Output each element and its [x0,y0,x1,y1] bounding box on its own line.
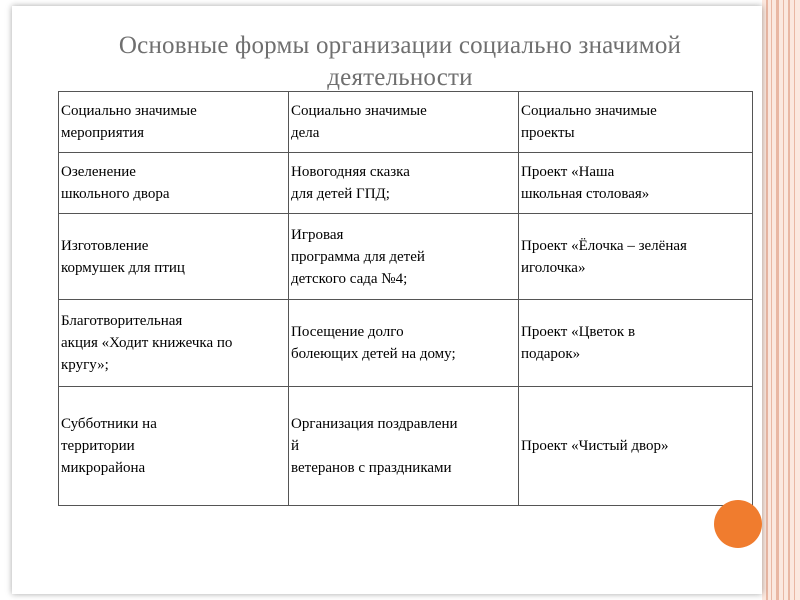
decorative-side-stripes [762,0,800,600]
forms-table [58,91,753,506]
orange-circle-decoration [714,500,762,548]
table-header-row [59,92,753,153]
table-cell: Посещение долго болеющих детей на дому; [289,300,519,387]
slide-title: Основные формы организации социально значимой деятельности [118,32,682,91]
table-row [59,153,753,214]
table-cell: Озеленение школьного двора [59,153,289,214]
table-cell: Проект «Ёлочка – зелёная иголочка» [519,214,753,300]
table-row [59,214,753,300]
table-cell: Субботники на территории микрорайона [59,387,289,506]
table-cell: Социально значимые дела [289,92,519,153]
table-cell: Изготовление кормушек для птиц [59,214,289,300]
table-row [59,300,753,387]
table-cell: Благотворительная акция «Ходит книжечка по кругу»; [59,300,289,387]
table-cell: Игровая программа для детей детского сада №4; [289,214,519,300]
table-cell: Проект «Наша школьная столовая» [519,153,753,214]
table-cell: Проект «Чистый двор» [519,387,753,506]
table-row [59,387,753,506]
table-cell: Социально значимые мероприятия [59,92,289,153]
table-cell: Организация поздравлени й ветеранов с праздниками [289,387,519,506]
table-cell: Новогодняя сказка для детей ГПД; [289,153,519,214]
table-cell: Проект «Цветок в подарок» [519,300,753,387]
table-cell: Социально значимые проекты [519,92,753,153]
